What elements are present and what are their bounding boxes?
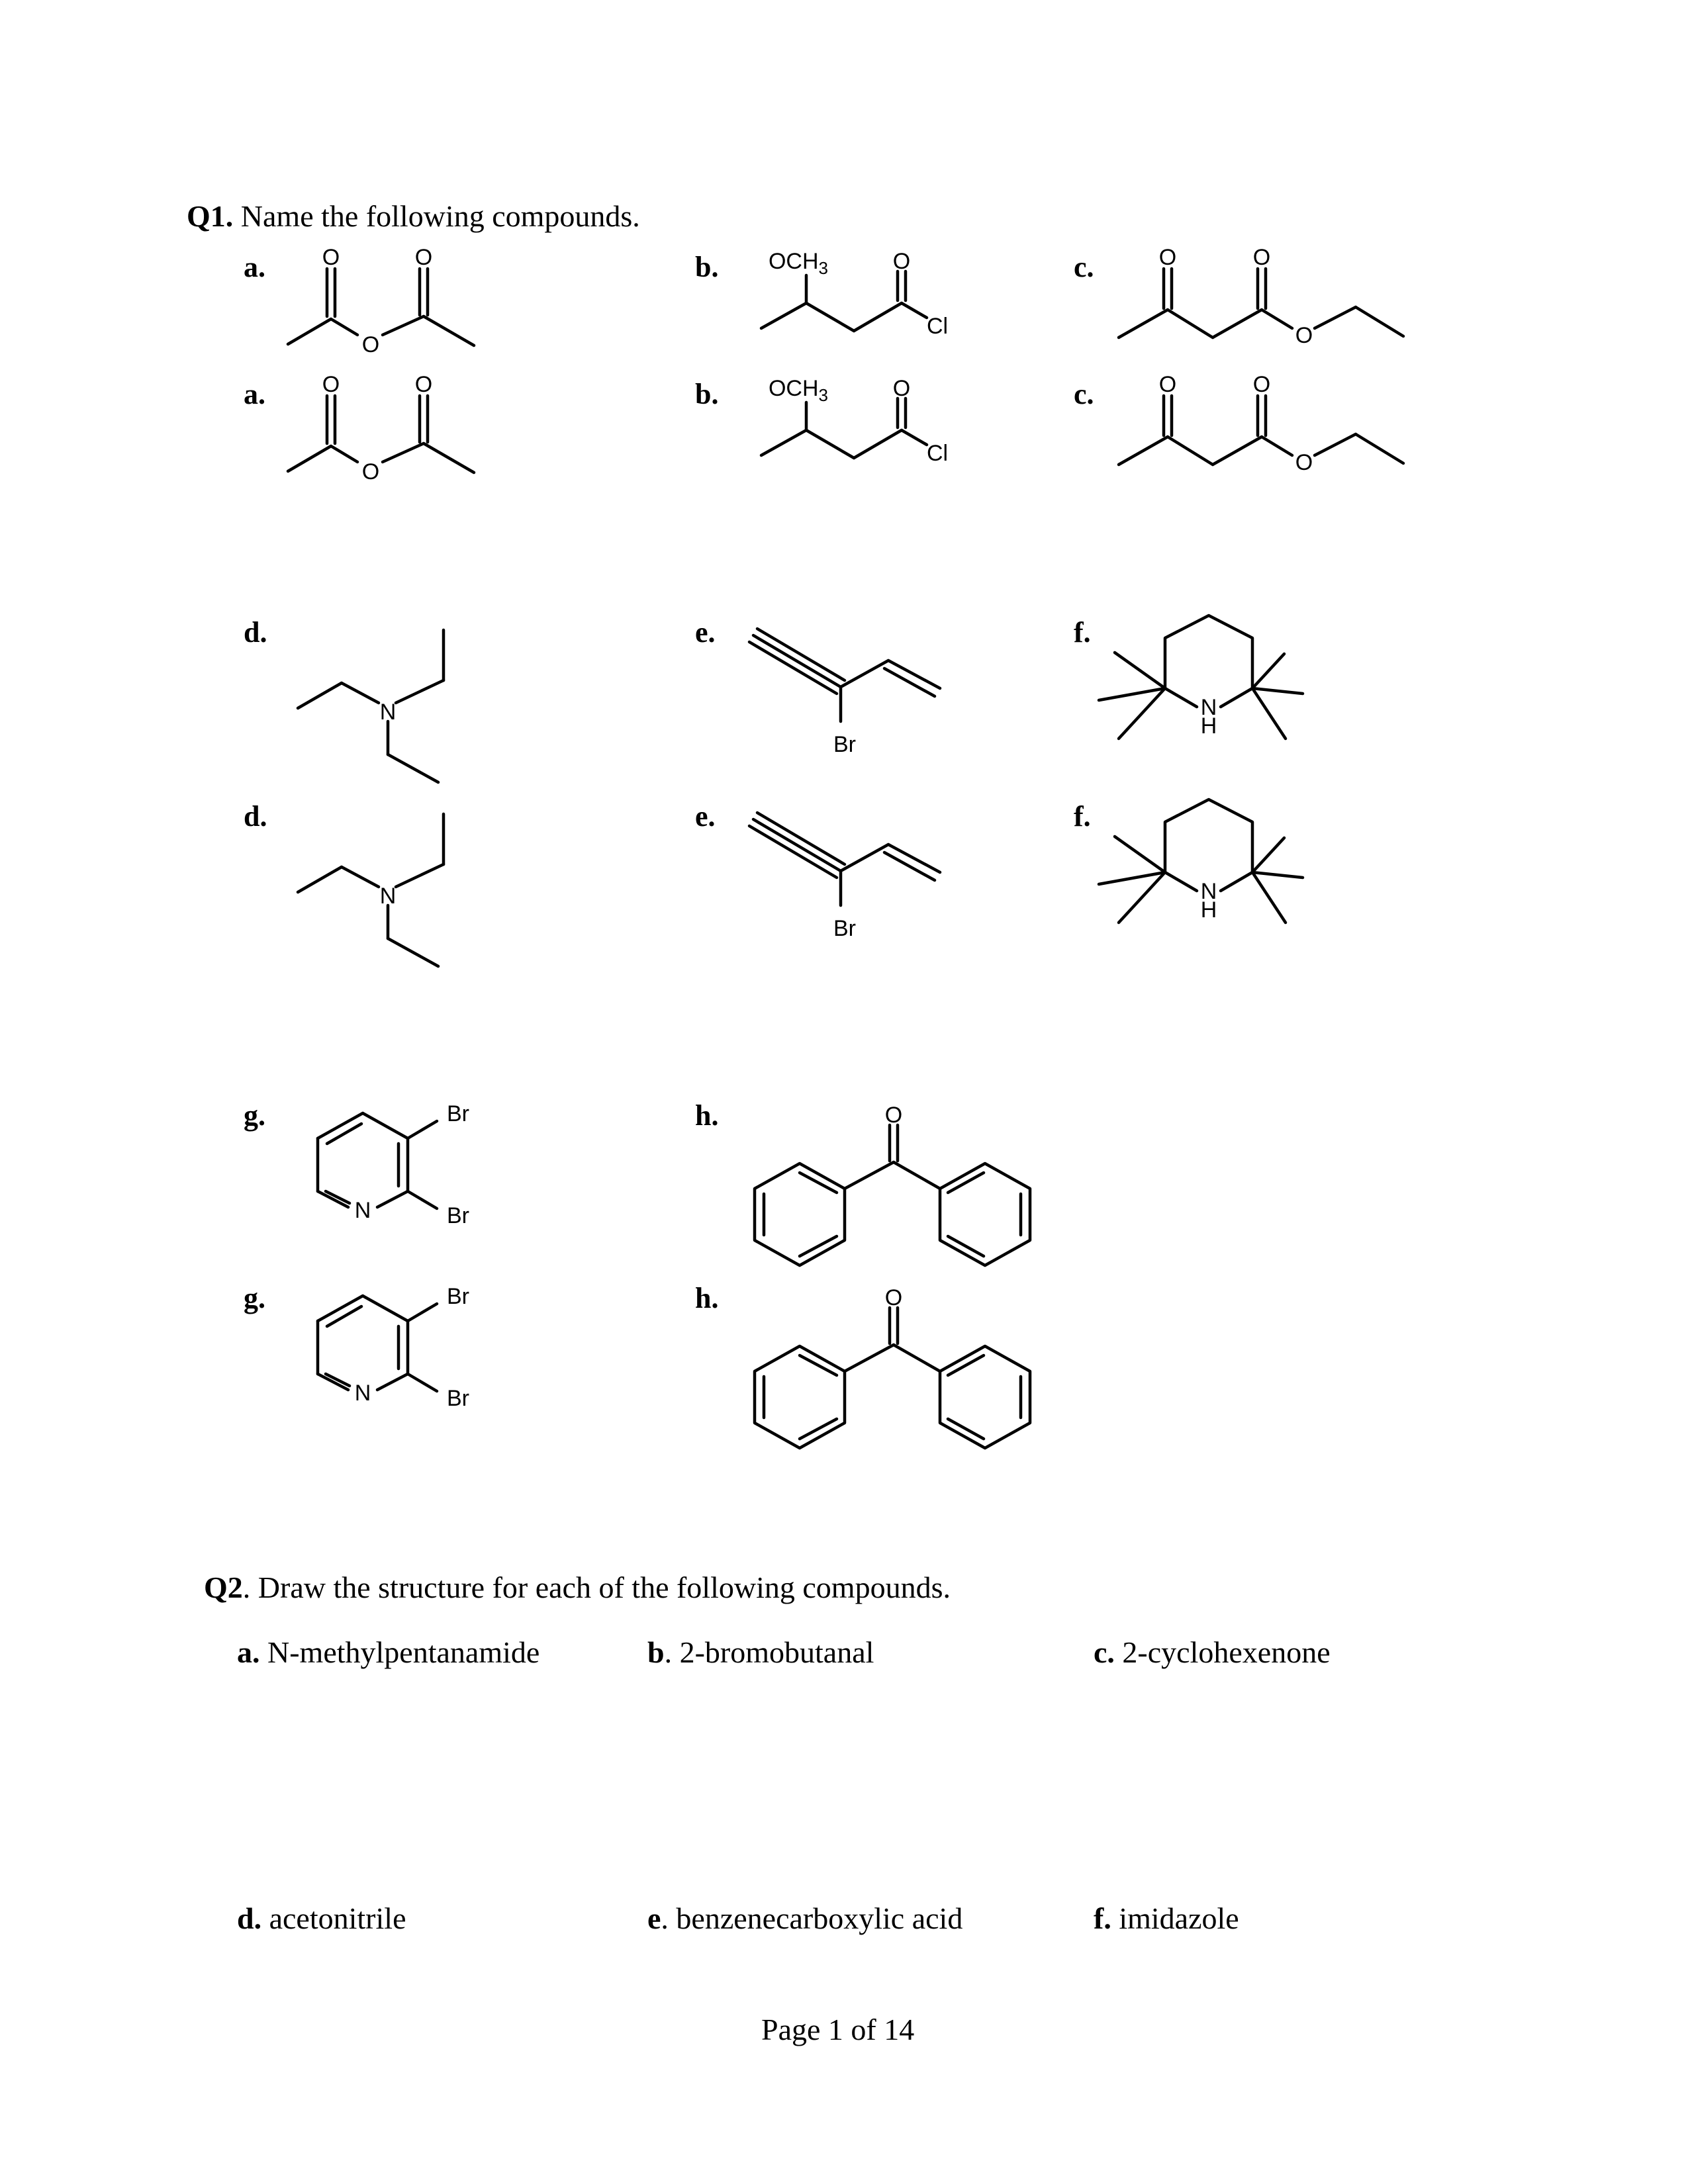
atom-och3: $OCH_3$ bbox=[768, 376, 829, 405]
structure-a bbox=[278, 245, 490, 371]
atom-cl: Cl bbox=[926, 441, 949, 466]
atom-br: Br bbox=[447, 1284, 469, 1309]
structure-d bbox=[291, 622, 463, 788]
q1-label-e: e. bbox=[695, 616, 716, 649]
q2-item-label: e bbox=[647, 1901, 661, 1935]
q1-prompt: Name the following compounds. bbox=[240, 199, 640, 233]
q2-item-text: N-methylpentanamide bbox=[259, 1635, 540, 1669]
structure-g-dup bbox=[311, 1281, 483, 1427]
atom-och3: $OCH_3$ bbox=[768, 249, 829, 278]
q1-label-b: b. bbox=[695, 251, 719, 283]
structure-e bbox=[748, 622, 960, 768]
atom-br: Br bbox=[447, 1101, 469, 1126]
q2-item-d bbox=[237, 1901, 406, 1936]
q2-item-e bbox=[647, 1901, 962, 1936]
atom-h: H bbox=[1200, 713, 1217, 739]
q1-label-a: a. bbox=[244, 251, 265, 283]
q2-number: Q2 bbox=[204, 1570, 243, 1604]
structure-h-dup bbox=[748, 1281, 1053, 1467]
q1-label-c: c. bbox=[1074, 251, 1094, 283]
atom-o: O bbox=[414, 372, 433, 397]
atom-o: O bbox=[1295, 450, 1313, 475]
q2-item-label: d. bbox=[237, 1901, 262, 1935]
q1-label-c-dup: c. bbox=[1074, 378, 1094, 410]
atom-o: O bbox=[1252, 245, 1271, 270]
q1-label-g: g. bbox=[244, 1099, 265, 1132]
q2-item-label: b bbox=[647, 1635, 665, 1669]
q1-heading bbox=[187, 199, 640, 234]
atom-n: N bbox=[354, 1198, 371, 1223]
atom-h: H bbox=[1200, 897, 1217, 923]
atom-o: O bbox=[1252, 372, 1271, 397]
q2-item-a bbox=[237, 1635, 539, 1670]
q1-label-f-dup: f. bbox=[1074, 800, 1091, 833]
structure-f-dup bbox=[1092, 799, 1317, 958]
q1-label-d-dup: d. bbox=[244, 800, 267, 833]
structure-a-dup bbox=[278, 372, 490, 498]
atom-o: O bbox=[892, 376, 911, 401]
atom-o: O bbox=[322, 245, 340, 270]
q1-label-h-dup: h. bbox=[695, 1282, 719, 1314]
q2-item-text: acetonitrile bbox=[261, 1901, 406, 1935]
atom-o: O bbox=[1158, 245, 1177, 270]
atom-n: N bbox=[379, 884, 397, 909]
q2-item-text: imidazole bbox=[1111, 1901, 1239, 1935]
atom-br: Br bbox=[833, 916, 856, 941]
q2-item-text: . 2-bromobutanal bbox=[664, 1635, 874, 1669]
q1-label-g-dup: g. bbox=[244, 1282, 265, 1314]
atom-n: N bbox=[1200, 695, 1217, 720]
q2-item-text: 2-cyclohexenone bbox=[1114, 1635, 1331, 1669]
q2-item-f bbox=[1094, 1901, 1239, 1936]
structure-c-dup bbox=[1112, 372, 1417, 504]
atom-n: N bbox=[1200, 879, 1217, 904]
structure-h bbox=[748, 1099, 1053, 1284]
atom-o: O bbox=[884, 1103, 903, 1128]
atom-o: O bbox=[361, 332, 380, 357]
structure-d-dup bbox=[291, 806, 463, 972]
q1-label-f: f. bbox=[1074, 616, 1091, 649]
atom-cl: Cl bbox=[926, 314, 949, 339]
q1-label-d: d. bbox=[244, 616, 267, 649]
q1-label-a-dup: a. bbox=[244, 378, 265, 410]
atom-o: O bbox=[414, 245, 433, 270]
atom-br: Br bbox=[447, 1386, 469, 1411]
structure-g bbox=[311, 1099, 483, 1244]
atom-o: O bbox=[322, 372, 340, 397]
q1-number: Q1. bbox=[187, 199, 234, 233]
q2-heading bbox=[204, 1570, 951, 1605]
q2-item-label: a. bbox=[237, 1635, 260, 1669]
atom-n: N bbox=[379, 700, 397, 725]
structure-b bbox=[755, 244, 980, 376]
q2-item-text: . benzenecarboxylic acid bbox=[661, 1901, 963, 1935]
structure-f bbox=[1092, 615, 1317, 774]
q2-item-c bbox=[1094, 1635, 1331, 1670]
q2-item-label: f. bbox=[1094, 1901, 1111, 1935]
q2-prompt: . Draw the structure for each of the following compounds. bbox=[242, 1570, 951, 1604]
atom-o: O bbox=[884, 1285, 903, 1310]
atom-n: N bbox=[354, 1381, 371, 1406]
atom-br: Br bbox=[833, 732, 856, 757]
structure-b-dup bbox=[755, 371, 980, 503]
atom-br: Br bbox=[447, 1203, 469, 1228]
page-number: Page 1 of 14 bbox=[761, 2013, 915, 2046]
q2-item-b bbox=[647, 1635, 874, 1670]
atom-o: O bbox=[892, 249, 911, 274]
q2-item-label: c. bbox=[1094, 1635, 1115, 1669]
atom-o: O bbox=[1295, 323, 1313, 348]
structure-e-dup bbox=[748, 806, 960, 952]
atom-o: O bbox=[1158, 372, 1177, 397]
structure-c bbox=[1112, 245, 1417, 377]
q1-label-h: h. bbox=[695, 1099, 719, 1132]
atom-o: O bbox=[361, 459, 380, 484]
q1-label-e-dup: e. bbox=[695, 800, 716, 833]
q1-label-b-dup: b. bbox=[695, 378, 719, 410]
